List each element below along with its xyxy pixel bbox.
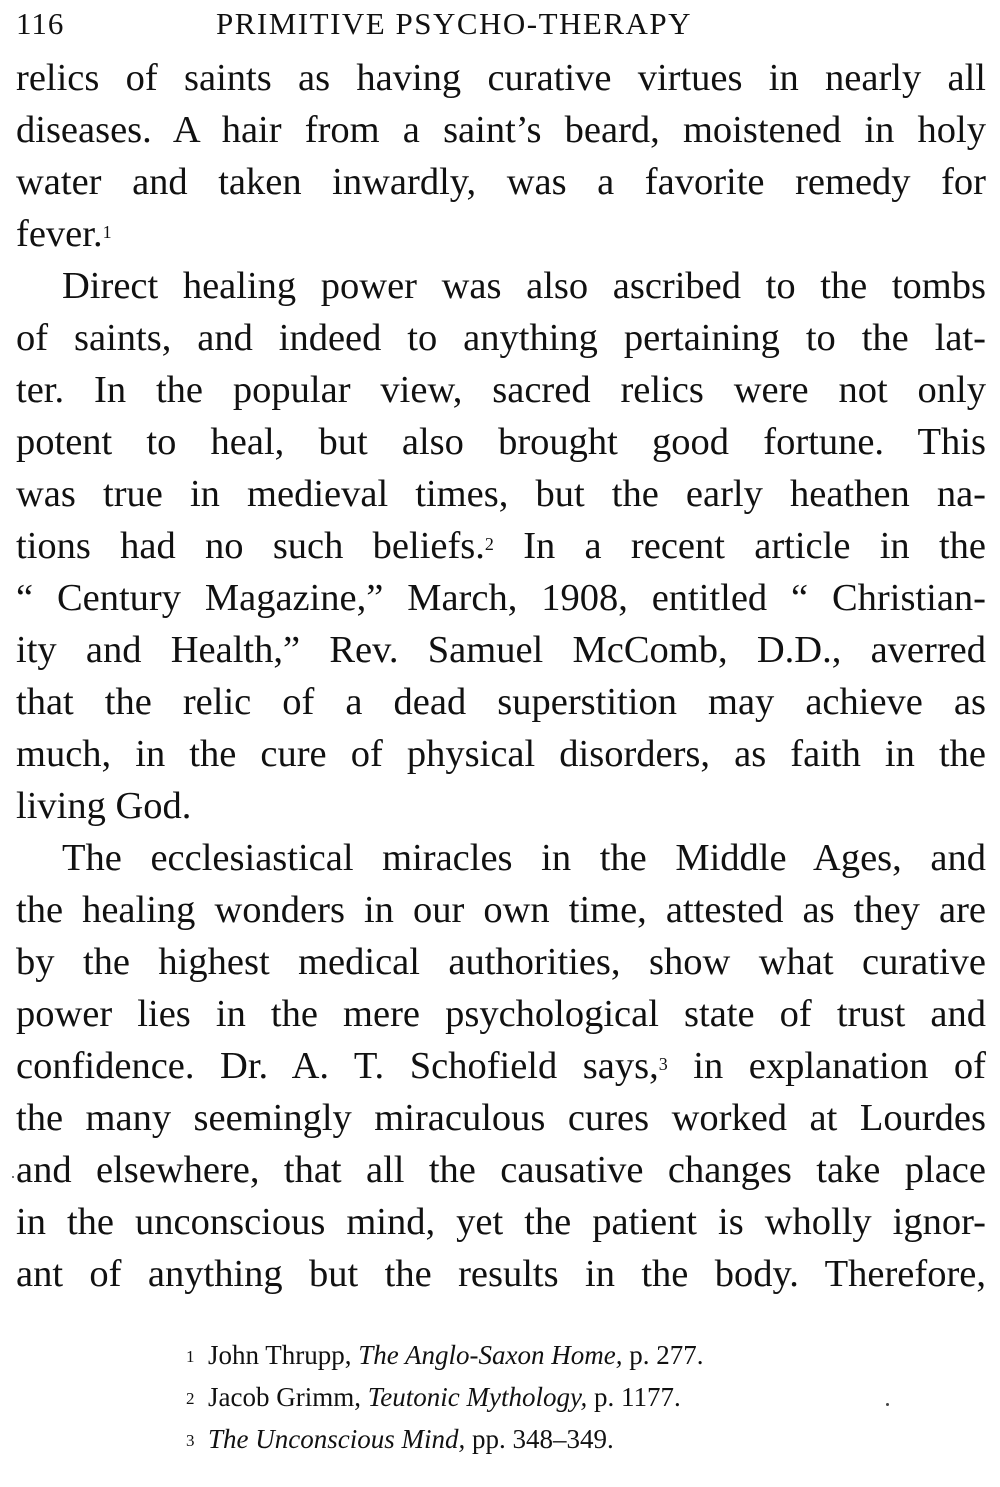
footnote-page: p. 277. bbox=[622, 1340, 704, 1370]
text-fragment: tions had no such beliefs. bbox=[16, 525, 485, 567]
text-line: “ Century Magazine,” March, 1908, entitled “ Christian- bbox=[16, 577, 986, 619]
running-title: PRIMITIVE PSYCHO-THERAPY bbox=[216, 6, 693, 41]
text-line: of saints, and indeed to anything pertaining to the lat- bbox=[16, 317, 986, 359]
paragraph-2 bbox=[16, 260, 986, 832]
text-line: the healing wonders in our own time, attested as they are bbox=[16, 889, 986, 931]
book-page bbox=[16, 0, 986, 1300]
paragraph-3 bbox=[16, 832, 986, 1300]
text-line: relics of saints as having curative virtues in nearly all bbox=[16, 57, 986, 99]
footnote-title: The Anglo-Saxon Home, bbox=[358, 1340, 623, 1370]
text-line: in the unconscious mind, yet the patient is wholly ignor- bbox=[16, 1201, 986, 1243]
text-line: power lies in the mere psychological state of trust and bbox=[16, 993, 986, 1035]
text-line: The ecclesiastical miracles in the Middle Ages, and bbox=[62, 837, 986, 879]
text-line bbox=[16, 1040, 986, 1092]
footnote-title: The Unconscious Mind, bbox=[208, 1424, 466, 1454]
footnote-mark: 2 bbox=[186, 1389, 195, 1408]
footnotes bbox=[186, 1334, 703, 1460]
scan-speck bbox=[12, 1176, 14, 1178]
text-line: ter. In the popular view, sacred relics were not only bbox=[16, 369, 986, 411]
footnote bbox=[186, 1376, 703, 1418]
text-line bbox=[16, 208, 986, 260]
text-line: that the relic of a dead superstition may achieve as bbox=[16, 681, 986, 723]
footnote bbox=[186, 1334, 703, 1376]
paragraph-1 bbox=[16, 52, 986, 260]
footnote bbox=[186, 1418, 703, 1460]
text-fragment: confidence. Dr. A. T. Schofield says, bbox=[16, 1045, 659, 1087]
text-line: water and taken inwardly, was a favorite remedy for bbox=[16, 161, 986, 203]
footnote-ref: 1 bbox=[102, 222, 112, 242]
running-head bbox=[16, 0, 986, 52]
scan-speck bbox=[886, 1403, 889, 1406]
text-line: living God. bbox=[16, 785, 192, 827]
footnote-mark: 1 bbox=[186, 1347, 195, 1366]
footnote-title: Teutonic Mythology, bbox=[367, 1382, 588, 1412]
text-line: Direct healing power was also ascribed to the tombs bbox=[62, 265, 986, 307]
text-line: by the highest medical authorities, show what curative bbox=[16, 941, 986, 983]
text-fragment: In a recent article in the bbox=[493, 525, 986, 567]
footnote-mark: 3 bbox=[186, 1431, 195, 1450]
footnote-page: pp. 348–349. bbox=[465, 1424, 614, 1454]
page-number: 116 bbox=[16, 6, 65, 41]
text-line: ant of anything but the results in the body. Therefore, bbox=[16, 1253, 986, 1295]
body-text bbox=[16, 52, 986, 1300]
footnote-ref: 3 bbox=[658, 1054, 668, 1074]
text-line: much, in the cure of physical disorders, as faith in the bbox=[16, 733, 986, 775]
footnote-author: Jacob Grimm, bbox=[208, 1382, 368, 1412]
text-fragment: in explanation of bbox=[667, 1045, 986, 1087]
text-line: was true in medieval times, but the early heathen na- bbox=[16, 473, 986, 515]
text-line: the many seemingly miraculous cures worked at Lourdes bbox=[16, 1097, 986, 1139]
footnote-author: John Thrupp, bbox=[208, 1340, 359, 1370]
text-line: diseases. A hair from a saint’s beard, moistened in holy bbox=[16, 109, 986, 151]
text-fragment: fever. bbox=[16, 213, 103, 255]
text-line: and elsewhere, that all the causative changes take place bbox=[16, 1149, 986, 1191]
footnote-page: p. 1177. bbox=[587, 1382, 681, 1412]
footnote-ref: 2 bbox=[484, 534, 494, 554]
text-line: potent to heal, but also brought good fortune. This bbox=[16, 421, 986, 463]
text-line: ity and Health,” Rev. Samuel McComb, D.D., averred bbox=[16, 629, 986, 671]
text-line bbox=[16, 520, 986, 572]
